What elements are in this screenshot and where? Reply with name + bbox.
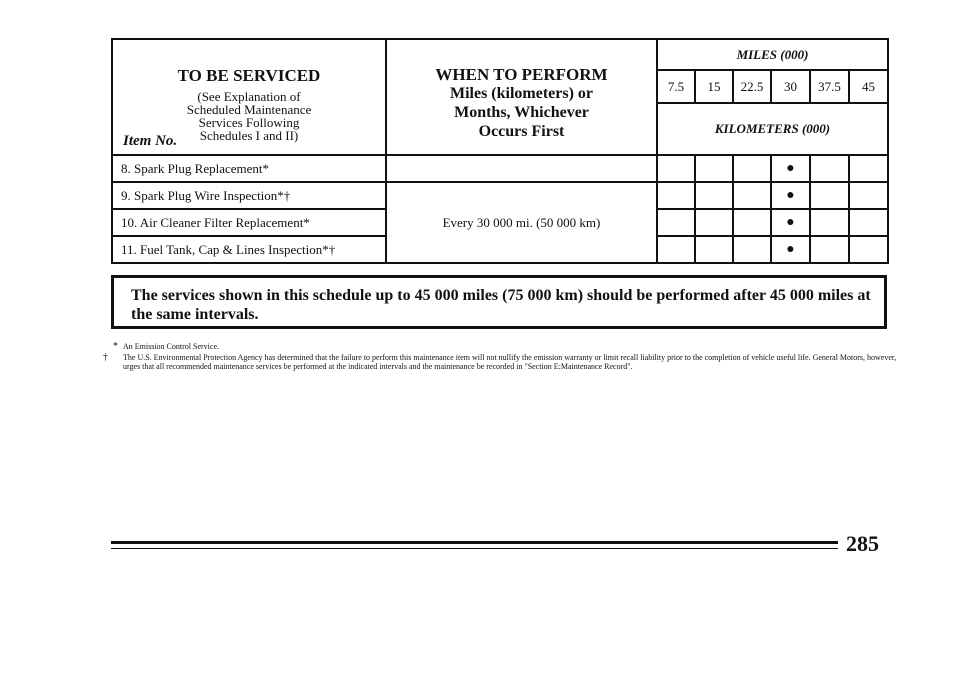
interval-mark: ● <box>771 209 810 236</box>
table-row <box>112 182 888 209</box>
interval-mark <box>695 182 733 209</box>
kilometers-label: KILOMETERS (000) <box>657 103 888 155</box>
interval-mark <box>733 155 771 182</box>
miles-label: MILES (000) <box>657 39 888 70</box>
footnote-symbol: † <box>103 352 108 363</box>
interval-mark <box>733 182 771 209</box>
mile-interval: 37.5 <box>810 70 849 103</box>
interval-mark <box>657 182 695 209</box>
interval-mark <box>695 155 733 182</box>
interval-mark <box>810 155 849 182</box>
mile-interval: 7.5 <box>657 70 695 103</box>
interval-mark <box>733 236 771 263</box>
explanation-line: Schedules I and II) <box>199 128 299 143</box>
interval-mark <box>657 155 695 182</box>
repeat-schedule-text: The services shown in this schedule up to 45 000 miles (75 000 km) should be performed after 45 000 miles at the same intervals. <box>131 287 871 323</box>
interval-mark <box>733 209 771 236</box>
when-line: Months, Whichever <box>454 104 589 121</box>
interval-mark <box>849 209 888 236</box>
service-item: 8. Spark Plug Replacement* <box>112 155 386 182</box>
footnote <box>113 342 901 351</box>
footer-rule <box>111 541 838 544</box>
interval-mark <box>849 182 888 209</box>
mile-interval: 45 <box>849 70 888 103</box>
interval-mark <box>695 236 733 263</box>
mile-interval: 15 <box>695 70 733 103</box>
interval-mark: ● <box>771 236 810 263</box>
interval-mark <box>695 209 733 236</box>
interval-mark <box>849 155 888 182</box>
interval-mark: ● <box>771 155 810 182</box>
mile-interval: 22.5 <box>733 70 771 103</box>
explanation-line: Scheduled Maintenance <box>186 102 312 117</box>
interval-mark <box>657 236 695 263</box>
interval-mark <box>810 236 849 263</box>
footnote-symbol: * <box>113 341 118 352</box>
footer-rule <box>111 548 838 549</box>
interval-mark <box>810 209 849 236</box>
footnote-text: The U.S. Environmental Protection Agency has determined that the failure to perform this maintenance item will not nullify the emission warranty or limit recall liability prior to the completion of vehicle useful life. General Motors, however, urges that all recommended maintenance services be performed at the indicated intervals and the maintenance be recorded in "Section E:Maintenance Record". <box>123 353 897 371</box>
interval-mark <box>657 209 695 236</box>
mile-interval: 30 <box>771 70 810 103</box>
maintenance-schedule-table <box>111 38 889 264</box>
frequency-cell <box>386 155 657 182</box>
when-to-perform-title: WHEN TO PERFORM <box>435 65 608 84</box>
interval-mark: ● <box>771 182 810 209</box>
item-no-label: Item No. <box>123 133 178 149</box>
interval-mark <box>810 182 849 209</box>
service-item: 11. Fuel Tank, Cap & Lines Inspection*† <box>112 236 386 263</box>
frequency-cell: Every 30 000 mi. (50 000 km) <box>386 182 657 263</box>
table-row <box>112 155 888 182</box>
interval-mark <box>849 236 888 263</box>
when-line: Miles (kilometers) or <box>449 85 594 102</box>
explanation-line: Services Following <box>198 115 300 130</box>
to-be-serviced-title: TO BE SERVICED <box>177 66 321 85</box>
header-when-to-perform <box>386 39 657 155</box>
footnote <box>103 352 911 371</box>
repeat-schedule-note <box>111 275 887 329</box>
footnote-text: An Emission Control Service. <box>123 342 219 351</box>
service-item: 9. Spark Plug Wire Inspection*† <box>112 182 386 209</box>
service-item: 10. Air Cleaner Filter Replacement* <box>112 209 386 236</box>
page-number: 285 <box>846 531 879 556</box>
header-to-be-serviced <box>112 39 386 155</box>
when-line: Occurs First <box>478 123 565 140</box>
explanation-line: (See Explanation of <box>197 89 301 104</box>
